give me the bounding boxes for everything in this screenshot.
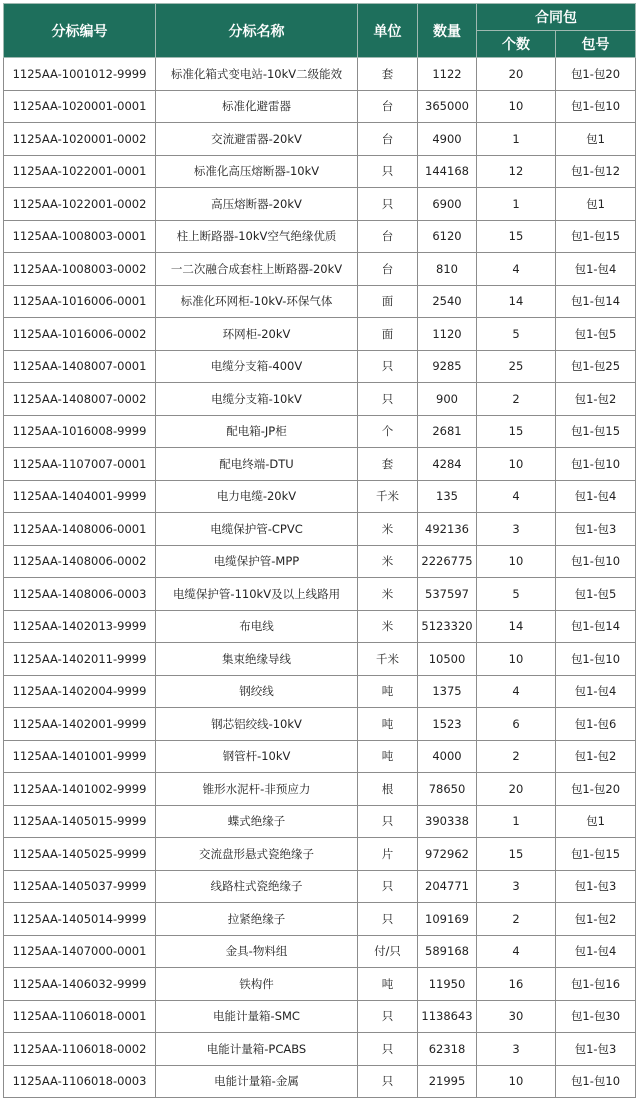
cell-unit: 只: [358, 1065, 418, 1098]
cell-code: 1125AA-1022001-0002: [4, 188, 156, 221]
cell-name: 蝶式绝缘子: [156, 805, 358, 838]
cell-unit: 台: [358, 253, 418, 286]
cell-pack-no: 包1-包10: [556, 643, 636, 676]
cell-unit: 吨: [358, 740, 418, 773]
table-row: [4, 578, 636, 611]
cell-code: 1125AA-1402001-9999: [4, 708, 156, 741]
cell-unit: 吨: [358, 708, 418, 741]
table-row: [4, 935, 636, 968]
cell-name: 配电终端-DTU: [156, 448, 358, 481]
cell-qty: 78650: [418, 773, 477, 806]
cell-name: 拉紧绝缘子: [156, 903, 358, 936]
cell-pack-count: 10: [477, 545, 556, 578]
cell-qty: 1375: [418, 675, 477, 708]
cell-name: 高压熔断器-20kV: [156, 188, 358, 221]
cell-qty: 2681: [418, 415, 477, 448]
cell-code: 1125AA-1405014-9999: [4, 903, 156, 936]
cell-qty: 109169: [418, 903, 477, 936]
cell-unit: 面: [358, 285, 418, 318]
table-row: [4, 610, 636, 643]
cell-pack-count: 10: [477, 1065, 556, 1098]
cell-name: 集束绝缘导线: [156, 643, 358, 676]
cell-code: 1125AA-1406032-9999: [4, 968, 156, 1001]
cell-pack-count: 10: [477, 448, 556, 481]
cell-name: 标准化箱式变电站-10kV二级能效: [156, 58, 358, 91]
cell-pack-no: 包1-包10: [556, 1065, 636, 1098]
cell-unit: 片: [358, 838, 418, 871]
cell-pack-no: 包1-包10: [556, 448, 636, 481]
header-pack-no: 包号: [556, 31, 636, 58]
cell-pack-count: 4: [477, 675, 556, 708]
cell-pack-no: 包1-包30: [556, 1000, 636, 1033]
table-row: [4, 1033, 636, 1066]
cell-pack-count: 2: [477, 903, 556, 936]
table-row: [4, 318, 636, 351]
table-row: [4, 220, 636, 253]
cell-unit: 只: [358, 188, 418, 221]
cell-qty: 537597: [418, 578, 477, 611]
cell-name: 标准化环网柜-10kV-环保气体: [156, 285, 358, 318]
cell-pack-no: 包1-包3: [556, 513, 636, 546]
cell-pack-no: 包1: [556, 123, 636, 156]
cell-pack-count: 30: [477, 1000, 556, 1033]
table-row: [4, 1065, 636, 1098]
cell-pack-count: 15: [477, 415, 556, 448]
cell-unit: 台: [358, 220, 418, 253]
cell-pack-no: 包1-包4: [556, 675, 636, 708]
table-row: [4, 805, 636, 838]
cell-code: 1125AA-1405037-9999: [4, 870, 156, 903]
cell-unit: 个: [358, 415, 418, 448]
cell-qty: 2226775: [418, 545, 477, 578]
cell-pack-no: 包1: [556, 188, 636, 221]
cell-qty: 2540: [418, 285, 477, 318]
table-row: [4, 1000, 636, 1033]
cell-qty: 1138643: [418, 1000, 477, 1033]
cell-code: 1125AA-1001012-9999: [4, 58, 156, 91]
cell-pack-count: 15: [477, 220, 556, 253]
table-row: [4, 643, 636, 676]
cell-code: 1125AA-1402004-9999: [4, 675, 156, 708]
cell-code: 1125AA-1404001-9999: [4, 480, 156, 513]
cell-pack-count: 25: [477, 350, 556, 383]
cell-pack-count: 10: [477, 90, 556, 123]
header-unit: 单位: [358, 4, 418, 58]
cell-pack-count: 5: [477, 318, 556, 351]
cell-pack-count: 2: [477, 383, 556, 416]
cell-unit: 千米: [358, 480, 418, 513]
table-row: [4, 285, 636, 318]
cell-code: 1125AA-1401002-9999: [4, 773, 156, 806]
cell-unit: 付/只: [358, 935, 418, 968]
table-row: [4, 480, 636, 513]
cell-pack-no: 包1-包4: [556, 935, 636, 968]
cell-unit: 吨: [358, 675, 418, 708]
cell-qty: 4900: [418, 123, 477, 156]
cell-qty: 6120: [418, 220, 477, 253]
cell-name: 电缆保护管-MPP: [156, 545, 358, 578]
table-row: [4, 58, 636, 91]
cell-pack-no: 包1-包14: [556, 610, 636, 643]
cell-pack-count: 4: [477, 935, 556, 968]
header-pack-count: 个数: [477, 31, 556, 58]
cell-name: 钢绞线: [156, 675, 358, 708]
cell-name: 电缆分支箱-400V: [156, 350, 358, 383]
cell-unit: 只: [358, 350, 418, 383]
cell-pack-count: 3: [477, 513, 556, 546]
table-row: [4, 448, 636, 481]
cell-code: 1125AA-1022001-0001: [4, 155, 156, 188]
table-row: [4, 253, 636, 286]
cell-name: 标准化避雷器: [156, 90, 358, 123]
cell-name: 电能计量箱-SMC: [156, 1000, 358, 1033]
cell-pack-no: 包1-包15: [556, 415, 636, 448]
cell-pack-count: 1: [477, 188, 556, 221]
cell-pack-no: 包1-包4: [556, 480, 636, 513]
cell-unit: 只: [358, 870, 418, 903]
cell-name: 环网柜-20kV: [156, 318, 358, 351]
table-row: [4, 708, 636, 741]
cell-name: 交流盘形悬式瓷绝缘子: [156, 838, 358, 871]
cell-code: 1125AA-1106018-0001: [4, 1000, 156, 1033]
cell-qty: 1122: [418, 58, 477, 91]
cell-qty: 6900: [418, 188, 477, 221]
cell-code: 1125AA-1020001-0001: [4, 90, 156, 123]
cell-pack-no: 包1-包20: [556, 58, 636, 91]
cell-code: 1125AA-1408006-0002: [4, 545, 156, 578]
cell-qty: 21995: [418, 1065, 477, 1098]
cell-pack-count: 3: [477, 870, 556, 903]
cell-unit: 只: [358, 903, 418, 936]
cell-code: 1125AA-1402013-9999: [4, 610, 156, 643]
table-row: [4, 513, 636, 546]
table-row: [4, 838, 636, 871]
cell-qty: 972962: [418, 838, 477, 871]
cell-code: 1125AA-1106018-0003: [4, 1065, 156, 1098]
cell-pack-count: 14: [477, 285, 556, 318]
cell-unit: 米: [358, 610, 418, 643]
cell-name: 钢管杆-10kV: [156, 740, 358, 773]
table-row: [4, 740, 636, 773]
cell-pack-no: 包1-包20: [556, 773, 636, 806]
cell-code: 1125AA-1405015-9999: [4, 805, 156, 838]
cell-pack-count: 3: [477, 1033, 556, 1066]
cell-qty: 144168: [418, 155, 477, 188]
cell-pack-count: 20: [477, 773, 556, 806]
cell-name: 交流避雷器-20kV: [156, 123, 358, 156]
cell-pack-count: 4: [477, 480, 556, 513]
cell-name: 电缆分支箱-10kV: [156, 383, 358, 416]
table-row: [4, 155, 636, 188]
table-row: [4, 773, 636, 806]
cell-unit: 套: [358, 448, 418, 481]
cell-code: 1125AA-1008003-0001: [4, 220, 156, 253]
cell-unit: 只: [358, 155, 418, 188]
cell-name: 标准化高压熔断器-10kV: [156, 155, 358, 188]
cell-pack-count: 2: [477, 740, 556, 773]
cell-pack-no: 包1-包2: [556, 740, 636, 773]
header-contract-pack: 合同包: [477, 4, 636, 31]
cell-pack-count: 6: [477, 708, 556, 741]
cell-qty: 1120: [418, 318, 477, 351]
cell-qty: 492136: [418, 513, 477, 546]
cell-pack-no: 包1-包6: [556, 708, 636, 741]
cell-unit: 台: [358, 123, 418, 156]
cell-name: 铁构件: [156, 968, 358, 1001]
cell-pack-no: 包1-包16: [556, 968, 636, 1001]
table-row: [4, 415, 636, 448]
cell-name: 电能计量箱-金属: [156, 1065, 358, 1098]
cell-code: 1125AA-1408007-0001: [4, 350, 156, 383]
cell-pack-no: 包1-包3: [556, 870, 636, 903]
cell-qty: 10500: [418, 643, 477, 676]
cell-code: 1125AA-1016008-9999: [4, 415, 156, 448]
cell-code: 1125AA-1407000-0001: [4, 935, 156, 968]
cell-unit: 米: [358, 578, 418, 611]
cell-code: 1125AA-1401001-9999: [4, 740, 156, 773]
cell-qty: 9285: [418, 350, 477, 383]
cell-pack-no: 包1-包5: [556, 578, 636, 611]
cell-pack-count: 5: [477, 578, 556, 611]
cell-unit: 吨: [358, 968, 418, 1001]
cell-name: 柱上断路器-10kV空气绝缘优质: [156, 220, 358, 253]
cell-pack-no: 包1-包5: [556, 318, 636, 351]
cell-pack-count: 16: [477, 968, 556, 1001]
cell-unit: 米: [358, 545, 418, 578]
cell-qty: 4000: [418, 740, 477, 773]
cell-code: 1125AA-1402011-9999: [4, 643, 156, 676]
cell-name: 线路柱式瓷绝缘子: [156, 870, 358, 903]
cell-code: 1125AA-1408006-0003: [4, 578, 156, 611]
cell-pack-count: 20: [477, 58, 556, 91]
cell-pack-no: 包1-包15: [556, 838, 636, 871]
cell-pack-count: 4: [477, 253, 556, 286]
cell-pack-no: 包1-包3: [556, 1033, 636, 1066]
table-body: [4, 58, 636, 1098]
cell-qty: 810: [418, 253, 477, 286]
table-row: [4, 188, 636, 221]
cell-code: 1125AA-1405025-9999: [4, 838, 156, 871]
cell-unit: 米: [358, 513, 418, 546]
cell-pack-count: 1: [477, 123, 556, 156]
cell-name: 电力电缆-20kV: [156, 480, 358, 513]
cell-qty: 204771: [418, 870, 477, 903]
cell-qty: 1523: [418, 708, 477, 741]
table-row: [4, 545, 636, 578]
cell-pack-no: 包1-包25: [556, 350, 636, 383]
cell-qty: 365000: [418, 90, 477, 123]
cell-pack-no: 包1-包4: [556, 253, 636, 286]
cell-pack-count: 1: [477, 805, 556, 838]
cell-code: 1125AA-1016006-0001: [4, 285, 156, 318]
cell-pack-count: 14: [477, 610, 556, 643]
cell-pack-count: 15: [477, 838, 556, 871]
cell-qty: 5123320: [418, 610, 477, 643]
table-row: [4, 383, 636, 416]
cell-name: 布电线: [156, 610, 358, 643]
cell-name: 电缆保护管-110kV及以上线路用: [156, 578, 358, 611]
cell-code: 1125AA-1408006-0001: [4, 513, 156, 546]
cell-code: 1125AA-1408007-0002: [4, 383, 156, 416]
header-name: 分标名称: [156, 4, 358, 58]
cell-unit: 根: [358, 773, 418, 806]
header-qty: 数量: [418, 4, 477, 58]
table-row: [4, 350, 636, 383]
cell-unit: 千米: [358, 643, 418, 676]
cell-name: 配电箱-JP柜: [156, 415, 358, 448]
cell-name: 电缆保护管-CPVC: [156, 513, 358, 546]
cell-pack-no: 包1-包15: [556, 220, 636, 253]
cell-name: 钢芯铝绞线-10kV: [156, 708, 358, 741]
cell-unit: 只: [358, 1033, 418, 1066]
cell-pack-no: 包1: [556, 805, 636, 838]
cell-unit: 面: [358, 318, 418, 351]
cell-pack-count: 10: [477, 643, 556, 676]
cell-qty: 62318: [418, 1033, 477, 1066]
cell-code: 1125AA-1106018-0002: [4, 1033, 156, 1066]
cell-name: 一二次融合成套柱上断路器-20kV: [156, 253, 358, 286]
cell-pack-no: 包1-包2: [556, 903, 636, 936]
cell-pack-no: 包1-包2: [556, 383, 636, 416]
cell-unit: 台: [358, 90, 418, 123]
cell-qty: 135: [418, 480, 477, 513]
table-row: [4, 123, 636, 156]
cell-name: 金具-物料组: [156, 935, 358, 968]
cell-unit: 只: [358, 383, 418, 416]
cell-pack-no: 包1-包10: [556, 90, 636, 123]
cell-code: 1125AA-1008003-0002: [4, 253, 156, 286]
bid-table: [3, 3, 636, 1098]
cell-name: 电能计量箱-PCABS: [156, 1033, 358, 1066]
cell-unit: 套: [358, 58, 418, 91]
cell-pack-no: 包1-包14: [556, 285, 636, 318]
cell-unit: 只: [358, 805, 418, 838]
cell-qty: 4284: [418, 448, 477, 481]
table-header: [4, 4, 636, 58]
cell-qty: 900: [418, 383, 477, 416]
cell-unit: 只: [358, 1000, 418, 1033]
cell-qty: 390338: [418, 805, 477, 838]
cell-pack-no: 包1-包10: [556, 545, 636, 578]
table-row: [4, 675, 636, 708]
table-row: [4, 903, 636, 936]
cell-code: 1125AA-1016006-0002: [4, 318, 156, 351]
cell-pack-count: 12: [477, 155, 556, 188]
cell-qty: 589168: [418, 935, 477, 968]
header-code: 分标编号: [4, 4, 156, 58]
table-row: [4, 968, 636, 1001]
cell-code: 1125AA-1107007-0001: [4, 448, 156, 481]
cell-qty: 11950: [418, 968, 477, 1001]
cell-name: 锥形水泥杆-非预应力: [156, 773, 358, 806]
table-row: [4, 870, 636, 903]
cell-code: 1125AA-1020001-0002: [4, 123, 156, 156]
table-row: [4, 90, 636, 123]
cell-pack-no: 包1-包12: [556, 155, 636, 188]
